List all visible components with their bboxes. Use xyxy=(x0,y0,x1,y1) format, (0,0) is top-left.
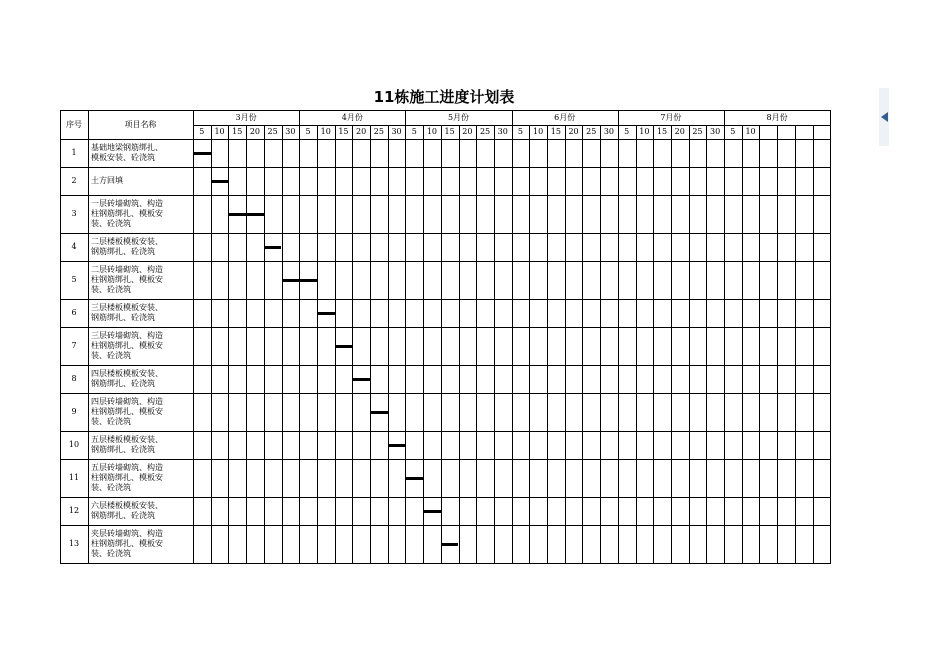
header-seq: 序号 xyxy=(66,119,82,129)
month-header: 5月份 xyxy=(447,112,470,122)
task-name: 三层楼板模板安装、 钢筋绑扎、砼浇筑 xyxy=(91,303,163,322)
grid-line xyxy=(547,125,548,564)
grid-line xyxy=(317,125,318,564)
task-name: 三层砖墙砌筑、构造 柱钢筋绑扎、模板安 装、砼浇筑 xyxy=(91,331,163,360)
day-header: 15 xyxy=(444,127,455,136)
grid-line xyxy=(689,125,690,564)
task-name: 四层砖墙砌筑、构造 柱钢筋绑扎、模板安 装、砼浇筑 xyxy=(91,397,163,426)
task-name: 土方回填 xyxy=(91,176,123,185)
grid-line xyxy=(282,125,283,564)
day-header: 5 xyxy=(624,127,630,136)
day-header: 10 xyxy=(214,127,225,136)
task-name: 五层砖墙砌筑、构造 柱钢筋绑扎、模板安 装、砼浇筑 xyxy=(91,463,163,492)
grid-line xyxy=(193,110,194,564)
grid-line xyxy=(264,125,265,564)
day-header: 30 xyxy=(710,127,721,136)
grid-line xyxy=(60,563,831,564)
grid-line xyxy=(653,125,654,564)
gantt-bar xyxy=(211,180,229,183)
day-header: 25 xyxy=(267,127,278,136)
day-header: 10 xyxy=(533,127,544,136)
grid-line xyxy=(512,110,513,564)
day-header: 20 xyxy=(249,127,261,136)
task-name: 二层砖墙砌筑、构造 柱钢筋绑扎、模板安 装、砼浇筑 xyxy=(91,265,163,294)
row-seq: 12 xyxy=(68,506,80,515)
day-header: 15 xyxy=(232,127,243,136)
grid-line xyxy=(494,125,495,564)
day-header: 20 xyxy=(356,127,367,136)
day-header: 15 xyxy=(656,127,668,136)
day-header: 30 xyxy=(391,127,402,136)
gantt-bar xyxy=(405,477,423,480)
day-header: 30 xyxy=(497,127,508,136)
day-header: 30 xyxy=(285,127,296,136)
task-name: 夹层砖墙砌筑、构造 柱钢筋绑扎、模板安 装、砼浇筑 xyxy=(91,529,163,558)
day-header: 10 xyxy=(745,127,756,136)
gantt-bar xyxy=(441,543,459,546)
gantt-bar xyxy=(193,152,211,155)
task-name: 基础地梁钢筋绑扎、 模板安装、砼浇筑 xyxy=(91,143,163,162)
row-seq: 11 xyxy=(68,473,80,482)
day-header: 20 xyxy=(462,127,473,136)
grid-line xyxy=(423,125,424,564)
task-name: 二层楼板模板安装、 钢筋绑扎、砼浇筑 xyxy=(91,237,163,256)
grid-line xyxy=(388,125,389,564)
row-seq: 6 xyxy=(71,308,77,317)
grid-line xyxy=(813,125,814,564)
month-header: 6月份 xyxy=(554,112,576,122)
month-header: 3月份 xyxy=(235,112,257,122)
grid-line xyxy=(600,125,601,564)
day-header: 5 xyxy=(199,127,205,136)
side-panel-toggle[interactable] xyxy=(879,88,889,146)
grid-line xyxy=(529,125,530,564)
row-seq: 2 xyxy=(71,176,77,185)
grid-line xyxy=(476,125,477,564)
row-seq: 3 xyxy=(71,209,77,218)
task-name: 六层楼板模板安装、 钢筋绑扎、砼浇筑 xyxy=(91,501,163,520)
grid-line xyxy=(706,125,707,564)
grid-line xyxy=(830,110,831,564)
gantt-bar xyxy=(264,246,282,249)
grid-line xyxy=(618,110,619,564)
day-header: 10 xyxy=(426,127,438,136)
day-header: 15 xyxy=(338,127,349,136)
row-seq: 10 xyxy=(68,440,80,449)
grid-line xyxy=(565,125,566,564)
row-seq: 9 xyxy=(71,407,77,416)
day-header: 25 xyxy=(692,127,703,136)
grid-line xyxy=(211,125,212,564)
day-header: 25 xyxy=(479,127,491,136)
row-seq: 8 xyxy=(71,374,77,383)
day-header: 10 xyxy=(320,127,331,136)
task-name: 四层楼板模板安装、 钢筋绑扎、砼浇筑 xyxy=(91,369,163,388)
row-seq: 4 xyxy=(71,242,77,251)
grid-line xyxy=(459,125,460,564)
day-header: 25 xyxy=(373,127,384,136)
page-title: 11栋施工进度计划表 xyxy=(373,88,515,106)
day-header: 5 xyxy=(305,127,311,136)
gantt-bar xyxy=(423,510,441,513)
row-seq: 13 xyxy=(68,539,80,548)
day-header: 5 xyxy=(730,127,736,136)
day-header: 5 xyxy=(517,127,523,136)
grid-line xyxy=(724,110,725,564)
day-header: 25 xyxy=(586,127,597,136)
grid-line xyxy=(636,125,637,564)
gantt-bar xyxy=(388,444,406,447)
month-header: 8月份 xyxy=(766,112,788,122)
grid-line xyxy=(405,110,406,564)
task-name: 五层楼板模板安装、 钢筋绑扎、砼浇筑 xyxy=(91,435,163,454)
gantt-bar xyxy=(317,312,335,315)
gantt-bar xyxy=(370,411,388,414)
row-seq: 7 xyxy=(71,341,77,350)
chevron-left-icon xyxy=(881,112,888,122)
grid-line xyxy=(299,110,300,564)
day-header: 10 xyxy=(639,127,650,136)
grid-line xyxy=(759,125,760,564)
grid-line xyxy=(777,125,778,564)
grid-line xyxy=(441,125,442,564)
day-header: 15 xyxy=(550,127,561,136)
row-seq: 1 xyxy=(71,148,77,157)
day-header: 20 xyxy=(674,127,685,136)
grid-line xyxy=(795,125,796,564)
grid-line xyxy=(742,125,743,564)
gantt-bar xyxy=(228,213,263,216)
grid-line xyxy=(246,125,247,564)
task-name: 一层砖墙砌筑、构造 柱钢筋绑扎、模板安 装、砼浇筑 xyxy=(91,199,163,228)
grid-line xyxy=(582,125,583,564)
grid-line xyxy=(370,125,371,564)
row-seq: 5 xyxy=(71,275,77,284)
grid-line xyxy=(228,125,229,564)
month-header: 4月份 xyxy=(341,112,363,122)
header-project-name: 项目名称 xyxy=(124,119,157,129)
month-header: 7月份 xyxy=(660,112,682,122)
gantt-bar xyxy=(352,378,370,381)
gantt-bar xyxy=(282,279,317,282)
grid-line xyxy=(671,125,672,564)
gantt-bar xyxy=(335,345,353,348)
day-header: 20 xyxy=(568,127,579,136)
day-header: 5 xyxy=(411,127,417,136)
day-header: 30 xyxy=(603,127,615,136)
